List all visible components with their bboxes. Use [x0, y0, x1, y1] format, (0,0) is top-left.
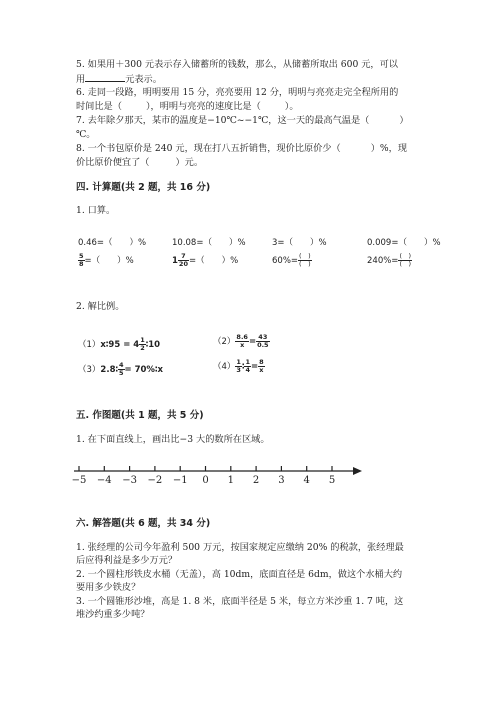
number-line-label: 2 — [252, 475, 260, 486]
sec4-q2: 2. 解比例。 — [76, 301, 125, 312]
ratio-1: （1）x∶95 = 4 $\frac{1}{2}$ ∶10 — [78, 336, 161, 352]
section-6-title: 六. 解答题(共 6 题，共 34 分) — [76, 518, 211, 529]
q8-text-b2: ）元。 — [175, 157, 204, 168]
q7-line1 — [76, 114, 409, 127]
q8-text-b: ）%，现 — [370, 143, 408, 154]
q8-line1 — [76, 142, 407, 155]
frac-5-8: $\frac{5}{8}$ — [79, 252, 84, 268]
q8-line2 — [76, 156, 203, 169]
sec5-q1: 1. 在下面直线上，画出比−3 大的数所在区域。 — [76, 434, 270, 445]
q7-line2: ℃。 — [76, 129, 96, 140]
number-line-label: 0 — [202, 475, 209, 486]
number-line-label: −1 — [172, 475, 188, 486]
section-5-title: 五. 作图题(共 1 题，共 5 分) — [76, 410, 204, 421]
q6-text-a: 时间比是（ — [76, 101, 122, 112]
q6-line2 — [76, 100, 299, 113]
sec6-q1-line1: 1. 张经理的公司今年盈利 500 万元，按国家规定应缴纳 20% 的税款，张经理最 — [76, 542, 404, 553]
oral-6: 1 $\frac{7}{20}$ =（ ）% — [172, 252, 239, 268]
oral-5-rest: =（ ）% — [84, 256, 134, 266]
ratio-3: （3）2.8∶ $\frac{4}{5}$ = 70%∶x — [78, 361, 163, 377]
frac-1-4: $\frac{1}{4}$ — [245, 358, 250, 374]
q7-text-b: ） — [399, 115, 409, 126]
q5-text-a: 用 — [76, 74, 86, 85]
frac-1-2: $\frac{1}{2}$ — [140, 336, 145, 352]
oral-6-rest: =（ ）% — [188, 256, 239, 266]
oral-5 — [78, 253, 134, 268]
number-line-label: 1 — [227, 475, 234, 486]
number-line-label: 3 — [278, 475, 285, 486]
oral-3: 3=（ ）% — [272, 238, 327, 248]
number-line-label: 4 — [303, 475, 310, 486]
number-line-label: −4 — [96, 475, 112, 486]
frac-43-0.5: $\frac{43}{0.5}$ — [257, 333, 269, 349]
sec6-q2-line1: 2. 一个圆柱形铁皮水桶（无盖），高 10dm，底面直径是 6dm，做这个水桶大约 — [76, 569, 403, 580]
frac-4-5: $\frac{4}{5}$ — [118, 361, 124, 377]
q5-line1: 5. 如果用＋300 元表示存入储蓄所的钱数，那么，从储蓄所取出 600 元，可以 — [76, 59, 398, 70]
frac-8-x: $\frac{8}{x}$ — [259, 358, 264, 374]
frac-8.6-x: $\frac{8.6}{x}$ — [236, 333, 248, 349]
sec6-q3-line2: 堆沙约重多少吨？ — [76, 609, 150, 620]
q5-line2 — [76, 72, 162, 86]
q6-text-c: ）。 — [284, 101, 299, 112]
q6-line1: 6. 走同一段路，明明要用 15 分，亮亮要用 12 分，明明与亮亮走完全程所用的 — [76, 87, 399, 98]
q8-text-a: 8. 一个书包原价是 240 元，现在打八五折销售，现价比原价少（ — [76, 143, 341, 154]
q5-text-b: 元表示。 — [125, 74, 162, 85]
blank-frac: $\frac{( )}{( )}$ — [399, 252, 412, 268]
blank-frac: $\frac{( )}{( )}$ — [299, 252, 311, 268]
q5-blank — [85, 72, 125, 82]
oral-4: 0.009=（ ）% — [367, 238, 441, 248]
sec4-q1: 1. 口算。 — [76, 205, 116, 216]
oral-7: 60%= $\frac{( )}{( )}$ — [272, 252, 311, 268]
oral-8: 240%= $\frac{( )}{( )}$ — [367, 252, 412, 268]
sec6-q2-line2: 要用多少铁皮？ — [76, 582, 141, 593]
sec6-q3-line1: 3. 一个圆锥形沙堆，高是 1. 8 米，底面半径是 5 米，每立方米沙重 1. 7 吨，这 — [76, 596, 404, 607]
oral-2: 10.08=（ ）% — [172, 238, 246, 248]
q6-text-b: ），明明与亮亮的速度比是（ — [145, 101, 261, 112]
number-line-label: −2 — [147, 475, 163, 486]
number-line-label: −3 — [122, 475, 137, 486]
frac-1-3: $\frac{1}{3}$ — [236, 358, 241, 374]
number-line-label: 5 — [328, 475, 336, 486]
q8-text-a2: 价比原价便宜了（ — [76, 157, 150, 168]
section-4-title: 四. 计算题(共 2 题，共 16 分) — [76, 182, 211, 193]
sec6-q1-line2: 后应得利益是多少万元？ — [76, 555, 178, 566]
frac-7-20: $\frac{7}{20}$ — [178, 252, 188, 268]
arrow-right-icon — [353, 467, 362, 475]
q7-text-a: 7. 去年除夕那天，某市的温度是−10℃~−1℃，这一天的最高气温是（ — [76, 115, 370, 126]
number-line-label: −5 — [71, 475, 87, 486]
ratio-2: （2） $\frac{8.6}{x}$ = $\frac{43}{0.5}$ — [213, 333, 269, 349]
oral-1: 0.46=（ ）% — [78, 238, 147, 248]
ratio-4: （4） $\frac{1}{3}$ ∶ $\frac{1}{4}$ = $\frac{8}{x}$ — [213, 358, 264, 374]
